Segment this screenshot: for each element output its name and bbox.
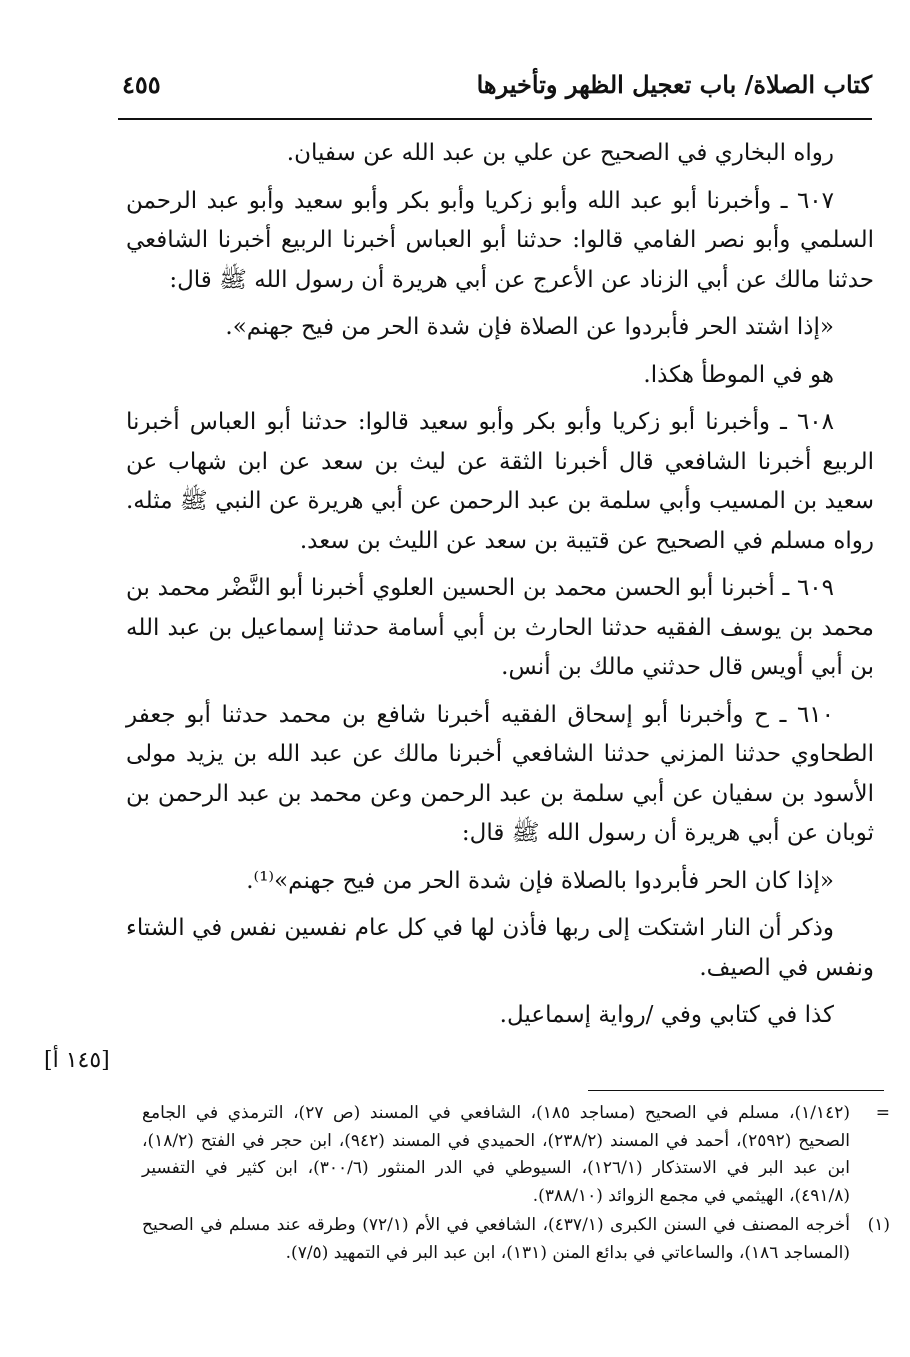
hadith-607-isnad: ٦٠٧ ـ وأخبرنا أبو عبد الله وأبو زكريا وأبو بكر وأبو سعيد وأبو عبد الرحمن السلمي وأبو نصر الفامي قالوا: حدثنا أبو العباس أخبرنا الربيع أخبرنا الشافعي حدثنا مالك عن أبي الزناد عن الأعرج عن أبي هريرة أن رسول الله ﷺ قال: [126,187,874,293]
footnote-1-text: أخرجه المصنف في السنن الكبرى (٤٣٧/١)، الشافعي في الأم (٧٢/١) وطرقه عند مسلم في الصحيح (المساجد ١٨٦)، والساعاتي في بدائع المنن (١٣١)، ابن عبد البر في التمهيد (٧/٥). [142,1215,850,1263]
page-header [118,66,872,120]
footnote-1-marker: (١) [867,1215,890,1235]
hadith-607-matn: «إذا اشتد الحر فأبردوا عن الصلاة فإن شدة الحر من فيح جهنم». [225,314,834,340]
hadith-610-isnad: ٦١٠ ـ ح وأخبرنا أبو إسحاق الفقيه أخبرنا شافع بن محمد حدثنا أبو جعفر الطحاوي حدثنا المزني حدثنا الشافعي أخبرنا مالك عن عبد الله بن يزيد مولى الأسود بن سفيان عن أبي سلمة بن عبد الرحمن وعن محمد بن عبد الرحمن بن ثوبان عن أبي هريرة أن رسول الله ﷺ قال: [126,701,874,846]
footnote-divider [588,1090,884,1091]
hadith-610-matn: «إذا كان الحر فأبردوا بالصلاة فإن شدة الحر من فيح جهنم»⁽¹⁾. [246,867,834,894]
running-title: كتاب الصلاة/ باب تعجيل الظهر وتأخيرها [476,70,872,99]
footnote-1 [142,1212,890,1267]
paragraph-bukhari-note: رواه البخاري في الصحيح عن علي بن عبد الله عن سفيان. [286,140,834,166]
footnote-continuation-marker: = [875,1103,890,1123]
manuscript-note: كذا في كتابي وفي /رواية إسماعيل. [499,1002,834,1028]
muwatta-note: هو في الموطأ هكذا. [643,361,834,388]
hadith-609: ٦٠٩ ـ أخبرنا أبو الحسن محمد بن الحسين العلوي أخبرنا أبو النَّضْر محمد بن محمد بن يوسف الفقيه حدثنا الحارث بن أبي أسامة حدثنا إسماعيل بن عبد الله بن أبي أويس قال حدثني مالك بن أنس. [126,575,874,680]
footnotes [142,1100,890,1269]
fire-complaint-paragraph: وذكر أن النار اشتكت إلى ربها فأذن لها في كل عام نفسين نفس في الشتاء ونفس في الصيف. [126,915,874,981]
footnote-continuation [142,1100,890,1210]
footnote-continuation-text: (١/١٤٢)، مسلم في الصحيح (مساجد ١٨٥)، الشافعي في المسند (ص ٢٧)، الترمذي في الجامع الصحيح (٢٥٩٢)، أحمد في المسند (٢٣٨/٢)، الحميدي في المسند (٩٤٢)، ابن حجر في الفتح (١٨/٢)، ابن عبد البر في الاستذكار (١٢٦/١)، السيوطي في الدر المنثور (٣٠٠/٦)، ابن كثير في التفسير (٤٩١/٨)، الهيثمي في مجمع الزوائد (٣٨٨/١٠). [142,1103,851,1206]
hadith-608: ٦٠٨ ـ وأخبرنا أبو زكريا وأبو بكر وأبو سعيد قالوا: حدثنا أبو العباس أخبرنا الربيع أخبرنا الشافعي قال أخبرنا الثقة عن ليث بن سعد عن ابن شهاب عن سعيد بن المسيب وأبي سلمة بن عبد الرحمن عن أبي هريرة عن النبي ﷺ مثله. رواه مسلم في الصحيح عن قتيبة بن سعد عن الليث بن سعد. [126,409,874,554]
main-text [126,134,874,1044]
page-number: ٤٥٥ [122,70,161,99]
folio-marker: [١٤٥ أ] [44,1048,110,1073]
